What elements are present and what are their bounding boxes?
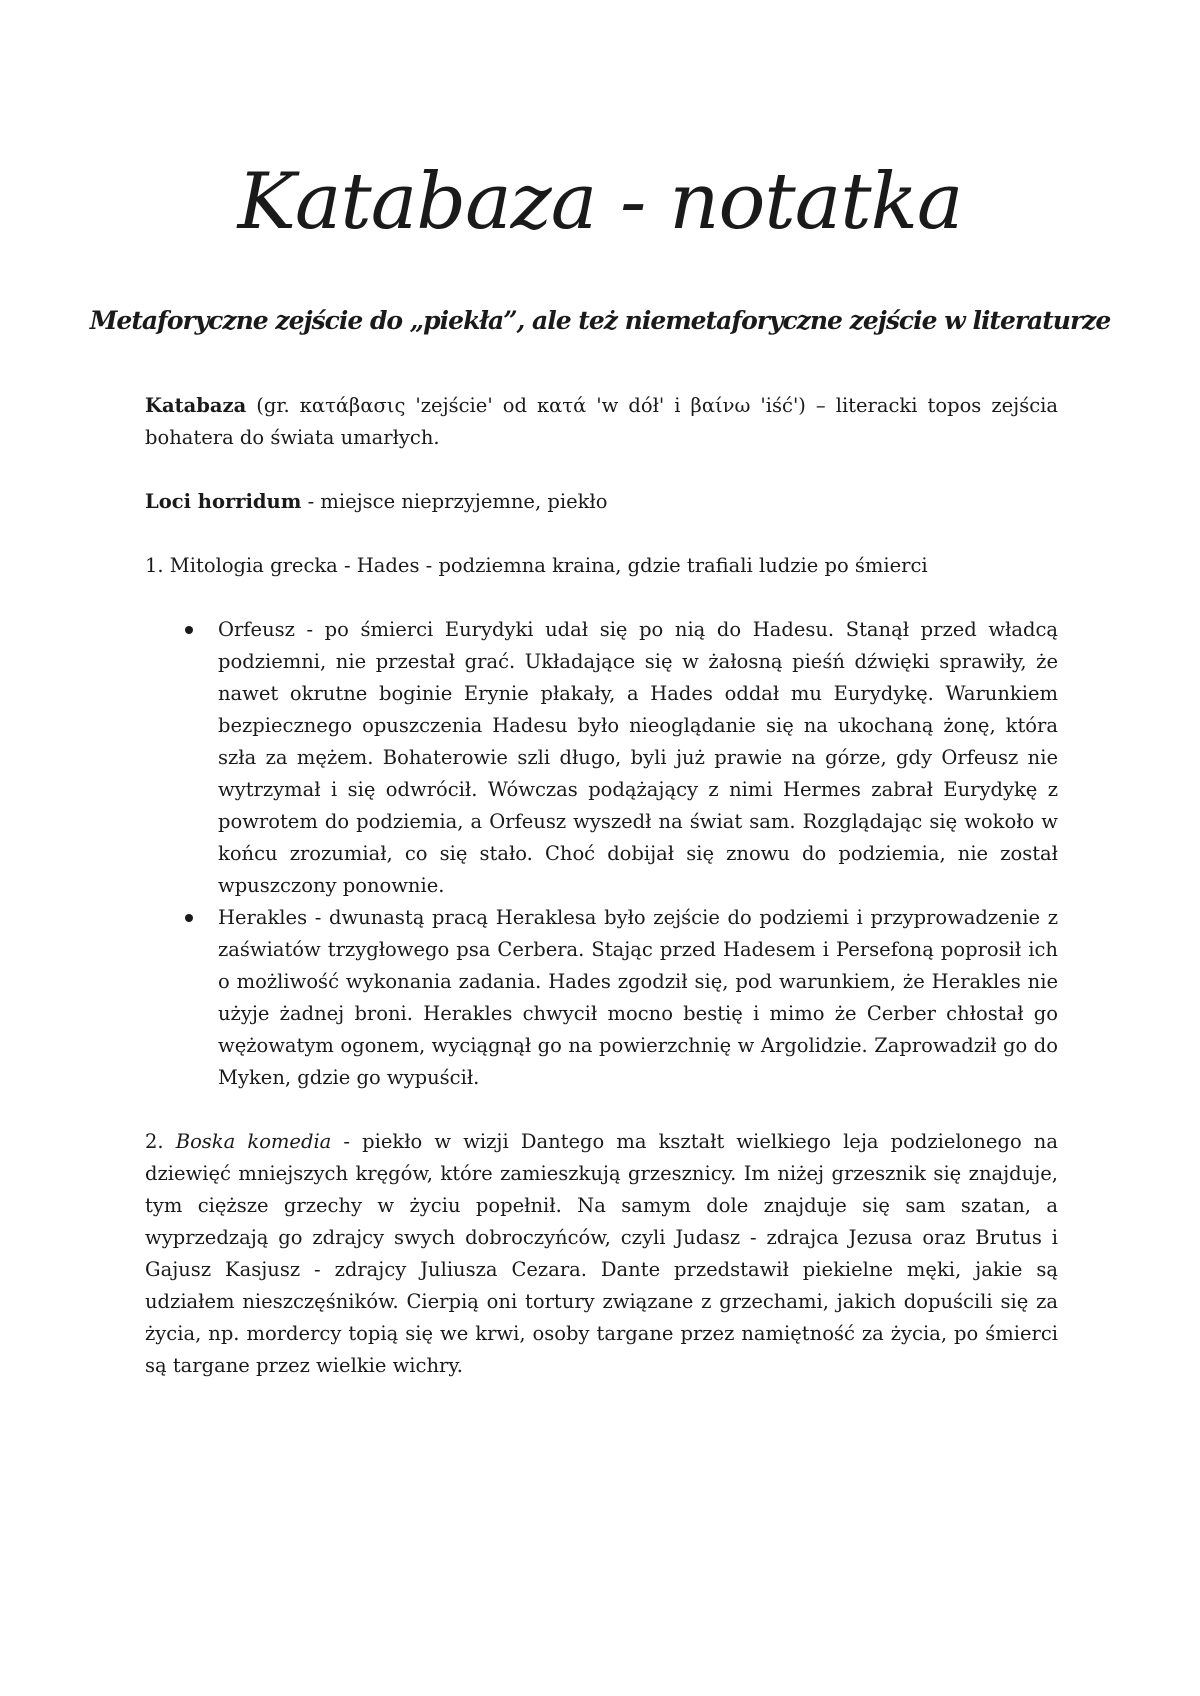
section-2-paragraph <box>145 1126 1058 1382</box>
list-item <box>145 614 1058 902</box>
loci-text: - miejsce nieprzyjemne, piekło <box>301 490 608 513</box>
bullet-icon <box>185 626 193 634</box>
section-2-number: 2. <box>145 1130 176 1153</box>
bullet-icon <box>185 914 193 922</box>
definition-paragraph <box>145 390 1058 454</box>
section-2-work-title: Boska komedia <box>175 1130 332 1153</box>
definition-text: (gr. κατάβασις 'zejście' od κατά 'w dół' i βαίνω 'iść') – literacki topos zejścia bohatera do świata umarłych. <box>145 394 1058 449</box>
section-1-heading: 1. Mitologia grecka - Hades - podziemna kraina, gdzie trafiali ludzie po śmierci <box>145 554 928 577</box>
loci-paragraph <box>145 486 1058 518</box>
section-1-bullet-list <box>145 614 1058 1094</box>
definition-term: Katabaza <box>145 394 247 417</box>
page-title: Katabaza - notatka <box>237 157 963 247</box>
page-subtitle: Metaforyczne zejście do „piekła”, ale też niemetaforyczne zejście w literaturze <box>89 306 1111 335</box>
list-item <box>145 902 1058 1094</box>
section-2-text: - piekło w wizji Dantego ma kształt wielkiego leja podzielonego na dziewięć mniejszych kręgów, które zamieszkują grzesznicy. Im niżej grzesznik się znajduje, tym cięższe grzechy w życiu popełnił. Na samym dole znajduje się sam szatan, a wyprzedzają go zdrajcy swych dobroczyńców, czyli Judasz - zdrajca Jezusa oraz Brutus i Gajusz Kasjusz - zdrajcy Juliusza Cezara. Dante przedstawił piekielne męki, jakie są udziałem nieszczęśników. Cierpią oni tortury związane z grzechami, jakich dopuścili się za życia, np. mordercy topią się we krwi, osoby targane przez namiętność za życia, po śmierci są targane przez wielkie wichry. <box>145 1130 1058 1377</box>
bullet-text-orfeusz: Orfeusz - po śmierci Eurydyki udał się po nią do Hadesu. Stanął przed władcą podziemni, nie przestał grać. Układające się w żałosną pieśń dźwięki sprawiły, że nawet okrutne boginie Erynie płakały, a Hades oddał mu Eurydykę. Warunkiem bezpiecznego opuszczenia Hadesu było nieoglądanie się na ukochaną żonę, która szła za mężem. Bohaterowie szli długo, byli już prawie na górze, gdy Orfeusz nie wytrzymał i się odwrócił. Wówczas podążający z nimi Hermes zabrał Eurydykę z powrotem do podziemia, a Orfeusz wyszedł na świat sam. Rozglądając się wokoło w końcu zrozumiał, co się stało. Choć dobijał się znowu do podziemia, nie został wpuszczony ponownie. <box>218 618 1058 897</box>
bullet-text-herakles: Herakles - dwunastą pracą Heraklesa było zejście do podziemi i przyprowadzenie z zaświatów trzygłowego psa Cerbera. Stając przed Hadesem i Persefoną poprosił ich o możliwość wykonania zadania. Hades zgodził się, pod warunkiem, że Herakles nie użyje żadnej broni. Herakles chwycił mocno bestię i mimo że Cerber chłostał go wężowatym ogonem, wyciągnął go na powierzchnię w Argolidzie. Zaprowadził go do Myken, gdzie go wypuścił. <box>218 906 1058 1089</box>
loci-term: Loci horridum <box>145 490 302 513</box>
